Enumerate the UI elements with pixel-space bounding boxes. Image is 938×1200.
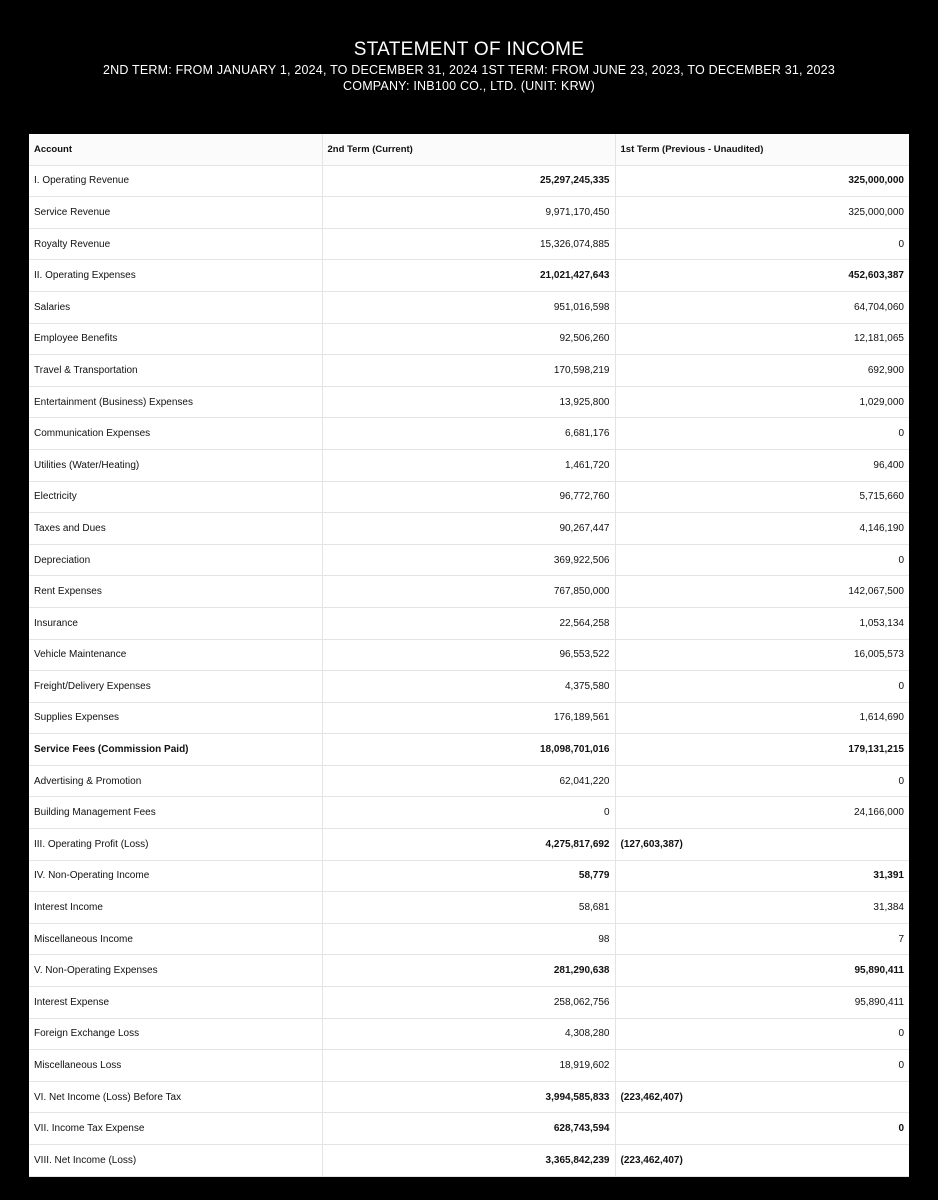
account-cell: Interest Income [29,892,322,924]
current-term-cell: 96,772,760 [322,481,615,513]
table-row [29,197,909,229]
current-term-cell: 13,925,800 [322,386,615,418]
account-cell: Advertising & Promotion [29,765,322,797]
previous-term-cell: 7 [615,923,909,955]
current-term-cell: 18,919,602 [322,1050,615,1082]
account-cell: V. Non-Operating Expenses [29,955,322,987]
table-row [29,291,909,323]
account-cell: Service Fees (Commission Paid) [29,734,322,766]
current-term-cell: 369,922,506 [322,544,615,576]
current-term-cell: 281,290,638 [322,955,615,987]
previous-term-cell: 24,166,000 [615,797,909,829]
previous-term-cell: 0 [615,1018,909,1050]
account-cell: Vehicle Maintenance [29,639,322,671]
account-cell: Utilities (Water/Heating) [29,449,322,481]
current-term-cell: 170,598,219 [322,355,615,387]
account-cell: Miscellaneous Income [29,923,322,955]
account-cell: Travel & Transportation [29,355,322,387]
current-term-cell: 0 [322,797,615,829]
previous-term-cell: (223,462,407) [615,1081,909,1113]
previous-term-cell: 1,614,690 [615,702,909,734]
current-term-cell: 4,275,817,692 [322,829,615,861]
previous-term-cell: 692,900 [615,355,909,387]
current-term-cell: 98 [322,923,615,955]
table-row [29,355,909,387]
current-term-cell: 58,681 [322,892,615,924]
current-term-cell: 25,297,245,335 [322,165,615,197]
previous-term-cell: 16,005,573 [615,639,909,671]
previous-term-cell: 325,000,000 [615,197,909,229]
current-term-cell: 3,994,585,833 [322,1081,615,1113]
term-subtitle: 2ND TERM: FROM JANUARY 1, 2024, TO DECEMBER 31, 2024 1ST TERM: FROM JUNE 23, 2023, TO DECEMBER 31, 2023 [103,63,835,77]
previous-term-cell: 0 [615,1050,909,1082]
table-row [29,1050,909,1082]
account-cell: Service Revenue [29,197,322,229]
account-cell: Rent Expenses [29,576,322,608]
account-cell: VIII. Net Income (Loss) [29,1145,322,1177]
column-header-account: Account [29,134,322,165]
account-cell: Foreign Exchange Loss [29,1018,322,1050]
current-term-cell: 58,779 [322,860,615,892]
account-cell: VII. Income Tax Expense [29,1113,322,1145]
column-header-current: 2nd Term (Current) [322,134,615,165]
current-term-cell: 92,506,260 [322,323,615,355]
table-row [29,449,909,481]
account-cell: Freight/Delivery Expenses [29,671,322,703]
current-term-cell: 258,062,756 [322,987,615,1019]
current-term-cell: 4,308,280 [322,1018,615,1050]
company-subtitle: COMPANY: INB100 CO., LTD. (UNIT: KRW) [343,79,595,93]
previous-term-cell: 1,053,134 [615,607,909,639]
table-row [29,639,909,671]
account-cell: Entertainment (Business) Expenses [29,386,322,418]
previous-term-cell: 4,146,190 [615,513,909,545]
current-term-cell: 9,971,170,450 [322,197,615,229]
table-row [29,702,909,734]
previous-term-cell: 1,029,000 [615,386,909,418]
account-cell: IV. Non-Operating Income [29,860,322,892]
current-term-cell: 1,461,720 [322,449,615,481]
table-row [29,513,909,545]
table-row [29,892,909,924]
table-row [29,544,909,576]
previous-term-cell: 0 [615,1113,909,1145]
table-row [29,987,909,1019]
table-row [29,418,909,450]
current-term-cell: 176,189,561 [322,702,615,734]
previous-term-cell: 0 [615,228,909,260]
table-row [29,860,909,892]
previous-term-cell: 142,067,500 [615,576,909,608]
table-row [29,1081,909,1113]
account-cell: Employee Benefits [29,323,322,355]
table-row [29,1145,909,1177]
current-term-cell: 96,553,522 [322,639,615,671]
table-body [29,165,909,1176]
previous-term-cell: 31,391 [615,860,909,892]
current-term-cell: 90,267,447 [322,513,615,545]
account-cell: VI. Net Income (Loss) Before Tax [29,1081,322,1113]
account-cell: Communication Expenses [29,418,322,450]
table-row [29,923,909,955]
previous-term-cell: 0 [615,671,909,703]
income-statement-table [29,134,909,1177]
account-cell: Royalty Revenue [29,228,322,260]
current-term-cell: 22,564,258 [322,607,615,639]
previous-term-cell: 0 [615,418,909,450]
previous-term-cell: 0 [615,765,909,797]
account-cell: Electricity [29,481,322,513]
previous-term-cell: 95,890,411 [615,955,909,987]
column-header-previous: 1st Term (Previous - Unaudited) [615,134,909,165]
table-row [29,607,909,639]
previous-term-cell: 452,603,387 [615,260,909,292]
table-header-row [29,134,909,165]
page-title: STATEMENT OF INCOME [353,39,585,60]
previous-term-cell: (223,462,407) [615,1145,909,1177]
current-term-cell: 951,016,598 [322,291,615,323]
current-term-cell: 21,021,427,643 [322,260,615,292]
table-row [29,734,909,766]
current-term-cell: 6,681,176 [322,418,615,450]
previous-term-cell: (127,603,387) [615,829,909,861]
account-cell: Salaries [29,291,322,323]
table-row [29,260,909,292]
current-term-cell: 62,041,220 [322,765,615,797]
account-cell: Miscellaneous Loss [29,1050,322,1082]
previous-term-cell: 0 [615,544,909,576]
current-term-cell: 4,375,580 [322,671,615,703]
table-row [29,1018,909,1050]
previous-term-cell: 179,131,215 [615,734,909,766]
income-statement-table-container [29,134,909,1177]
table-row [29,765,909,797]
table-row [29,228,909,260]
table-row [29,797,909,829]
previous-term-cell: 95,890,411 [615,987,909,1019]
account-cell: Taxes and Dues [29,513,322,545]
account-cell: I. Operating Revenue [29,165,322,197]
previous-term-cell: 96,400 [615,449,909,481]
table-row [29,323,909,355]
table-row [29,576,909,608]
table-row [29,481,909,513]
current-term-cell: 767,850,000 [322,576,615,608]
current-term-cell: 3,365,842,239 [322,1145,615,1177]
current-term-cell: 18,098,701,016 [322,734,615,766]
account-cell: Insurance [29,607,322,639]
account-cell: II. Operating Expenses [29,260,322,292]
table-row [29,165,909,197]
account-cell: III. Operating Profit (Loss) [29,829,322,861]
table-row [29,671,909,703]
previous-term-cell: 64,704,060 [615,291,909,323]
table-row [29,955,909,987]
table-row [29,1113,909,1145]
account-cell: Depreciation [29,544,322,576]
statement-header [0,38,938,94]
account-cell: Building Management Fees [29,797,322,829]
account-cell: Supplies Expenses [29,702,322,734]
table-row [29,829,909,861]
current-term-cell: 15,326,074,885 [322,228,615,260]
previous-term-cell: 12,181,065 [615,323,909,355]
current-term-cell: 628,743,594 [322,1113,615,1145]
account-cell: Interest Expense [29,987,322,1019]
previous-term-cell: 325,000,000 [615,165,909,197]
previous-term-cell: 31,384 [615,892,909,924]
table-row [29,386,909,418]
previous-term-cell: 5,715,660 [615,481,909,513]
